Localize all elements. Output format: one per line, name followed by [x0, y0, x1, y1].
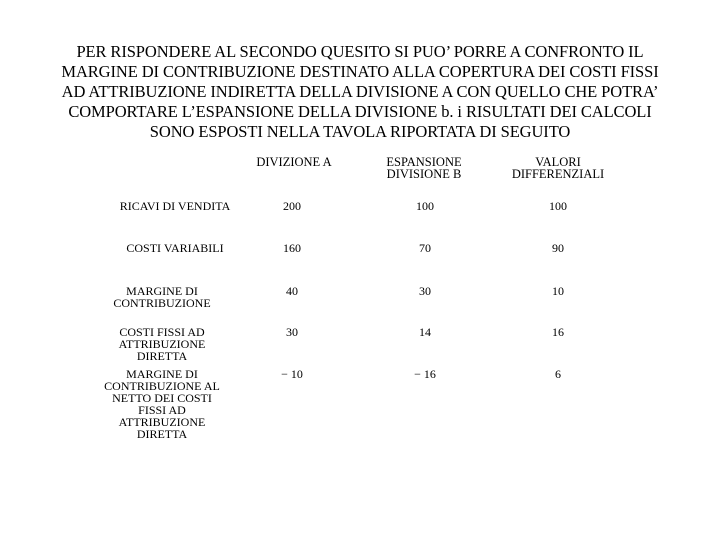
- row-label-margine-netto: MARGINE DI CONTRIBUZIONE AL NETTO DEI COSTI FISSI AD ATTRIBUZIONE DIRETTA: [104, 367, 220, 441]
- header-espansione-b: ESPANSIONE DIVISIONE B: [386, 155, 462, 181]
- cell-value: 70: [419, 241, 431, 255]
- cell-value: 16: [552, 325, 564, 339]
- row-label-costi-fissi: COSTI FISSI AD ATTRIBUZIONE DIRETTA: [118, 325, 206, 363]
- header-valori-differenziali: VALORI DIFFERENZIALI: [511, 155, 605, 181]
- cell-value: 14: [419, 325, 431, 339]
- cell-value: 100: [416, 199, 434, 213]
- row-label-ricavi: RICAVI DI VENDITA: [119, 199, 231, 213]
- cell-value: 6: [555, 367, 561, 381]
- cell-value: 40: [286, 284, 298, 298]
- intro-line: MARGINE DI CONTRIBUZIONE DESTINATO ALLA COPERTURA DEI COSTI FISSI: [61, 62, 659, 81]
- intro-line: SONO ESPOSTI NELLA TAVOLA RIPORTATA DI SEGUITO: [149, 122, 571, 141]
- cell-value: − 10: [281, 367, 303, 381]
- cell-value: 30: [419, 284, 431, 298]
- cell-value: 160: [283, 241, 301, 255]
- cell-value: 100: [549, 199, 567, 213]
- cell-value: − 16: [414, 367, 436, 381]
- cell-value: 90: [552, 241, 564, 255]
- row-label-margine: MARGINE DI CONTRIBUZIONE: [113, 284, 211, 310]
- intro-line: AD ATTRIBUZIONE INDIRETTA DELLA DIVISIONE A CON QUELLO CHE POTRA’: [61, 82, 659, 101]
- intro-paragraph: [50, 42, 670, 142]
- intro-line: PER RISPONDERE AL SECONDO QUESITO SI PUO’ PORRE A CONFRONTO IL: [76, 42, 644, 61]
- header-divisione-a: DIVIZIONE A: [256, 155, 332, 169]
- intro-line: COMPORTARE L’ESPANSIONE DELLA DIVISIONE b. i RISULTATI DEI CALCOLI: [68, 102, 652, 121]
- cell-value: 10: [552, 284, 564, 298]
- cell-value: 200: [283, 199, 301, 213]
- row-label-costi-variabili: COSTI VARIABILI: [126, 241, 224, 255]
- cell-value: 30: [286, 325, 298, 339]
